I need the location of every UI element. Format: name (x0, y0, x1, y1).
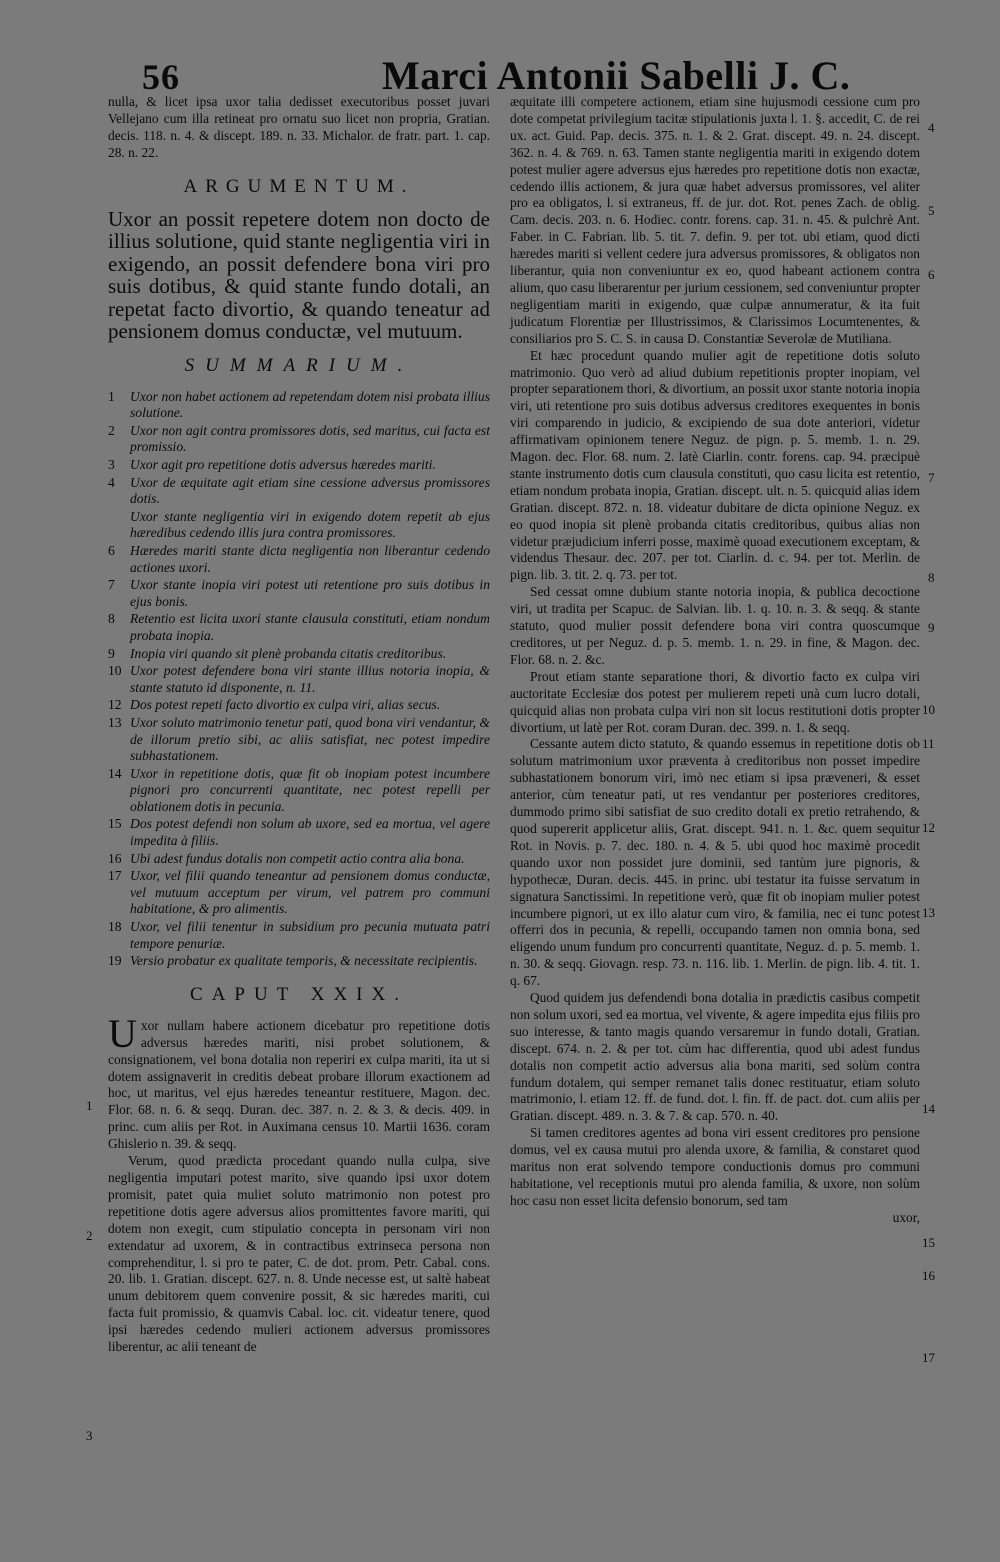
summary-item: 12 Dos potest repeti facto divortio ex culpa viri, alias secus. (108, 697, 441, 713)
body-paragraph: Sed cessat omne dubium stante notoria inopia, & publica decoctione viri, ut tradita per Scapuc. de Salvian. lib. 1. q. 10. n. 3. & seqq. & stante statuto, quod mulier possit defendere bona viri contra quoscumque creditores, ut per Neguz. d. p. 5. memb. 1. n. 29. in fine, & Magon. dec. Flor. 68. n. 2. &c. (510, 584, 920, 667)
margin-number: 8 (928, 570, 935, 585)
summary-item: 13 Uxor soluto matrimonio tenetur pati, quod bona viri vendantur, & de illorum pretio sibi, ac aliis satisfiat, nec potest impedire subhastationem. (108, 714, 490, 764)
summary-item: 4 Uxor de æquitate agit etiam sine cessione adversus promissores dotis. (108, 474, 490, 507)
summary-item: 7 Uxor stante inopia viri potest uti retentione pro suis dotibus in ejus bonis. (108, 577, 490, 609)
summary-item: 8 Retentio est licita uxori stante clausula constituti, etiam nondum probata inopia. (108, 611, 490, 643)
margin-number: 7 (928, 470, 935, 485)
summary-item: 1 Uxor non habet actionem ad repetendam dotem nisi probata illius solutione. (108, 388, 490, 421)
body-paragraph: Et hæc procedunt quando mulier agit de repetitione dotis soluto matrimonio. Quo verò ad aliud dubium repetitionis propter inopiam, vel propter separationem thori, & divortium, an possit uxor stante notoria inopia viri, uti retentione pro suis dotibus adversus creditores exequentes in bonis viri comparendo in judicio, & excipiendo de sua dote anteriori, videtur affirmativam opinionem tenere Neguz. de pign. p. 5. memb. 1. n. 29. Magon. dec. Flor. 68. num. 2. latè Ciarlin. contr. forens. cap. 94. præcipuè stante instrumento dotis cum clausula constituti, quo casu licita est retentio, etiam nondum probata inopia, Gratian. discept. ult. n. 5. quicquid alias idem Gratian. discept. 872. n. 18. videatur dubitare de dicta opinione Neguz. ex eo quod inopia sit plenè probanda citatis creditoribus, quibus alias non videtur præjudicium inferri posse, maximè quoad executionem exceptam, & videndus Thesaur. dec. 207. per tot. Ciarlin. d. c. 94. per tot. Merlin. de pign. lib. 3. tit. 2. q. 73. per tot. (510, 347, 920, 583)
summary-item: 10 Uxor potest defendere bona viri stante illius notoria inopia, & stante statuto id disponente, n. 11. (108, 663, 490, 695)
page-number: 56 (142, 57, 180, 97)
margin-number: 4 (928, 120, 935, 135)
argumentum-heading: ARGUMENTUM. (183, 175, 415, 197)
margin-number: 3 (86, 1428, 93, 1443)
margin-number: 5 (928, 203, 935, 218)
margin-number: 1 (86, 1098, 93, 1113)
summary-item: 15 Dos potest defendi non solum ab uxore, sed ea mortua, vel agere impedita à filiis. (108, 816, 490, 849)
summary-item: 17 Uxor, vel filii quando teneantur ad pensionem domus conductæ, vel mutuum acceptum per virum, vel patrem pro communi habitatione, & pro alimentis. (108, 868, 490, 917)
summary-item: 14 Uxor in repetitione dotis, quæ fit ob inopiam potest incumbere pignori pro concurrenti quantitate, nec potest repelli per oblationem dotis in pecunia. (108, 765, 490, 814)
margin-number: 10 (922, 702, 935, 717)
body-paragraph: Si tamen creditores agentes ad bona viri essent creditores pro pensione domus, vel ex causa mutui pro alenda uxore, & familia, & constaret quod maritus non erat solvendo tempore conductionis domus pro communi habitatione, vel receptionis mutui pro alenda familia, & uxore, non solùm hoc casu non esset licita defensio bonorum, sed tam (510, 1125, 920, 1208)
margin-number: 17 (922, 1350, 935, 1365)
caput-paragraph: Verum, quod prædicta procedant quando nulla culpa, sive negligentia imputari potest marito, sive quando ipsi uxor dotem promisit, patet quia muliet soluto matrimonio non potest pro repetitione dotis agere adversus alios promittentes favore mariti, qui dotem non exegit, cum stipulatio concepta in personam viri non extendatur ad uxorem, & in contractibus extrinseca persona non comprehenditur, l. si pro te pater, C. de dot. prom. Petr. Cabal. cons. 20. lib. 1. Gratian. discept. 627. n. 8. Unde necesse est, ut saltè habeat unum debitorem quem convenire possit, & sic hæredes mariti, cui facta fuit promissio, & quamvis Cabal. loc. cit. videatur tenere, quod ipsi hæredes cedendo mulieri actionem adversus promissores liberentur, ac alii teneant de (108, 1153, 490, 1355)
summary-item: 9 Inopia viri quando sit plenè probanda citatis creditoribus. (108, 645, 447, 661)
catchword: uxor, (892, 1209, 920, 1225)
body-paragraph: æquitate illi competere actionem, etiam sine hujusmodi cessione cum pro dote competat privilegium tacitæ stipulationis juxta l. 1. §. accedit, C. de rei ux. act. Guid. Pap. decis. 375. n. 1. & 2. Grat. discept. 49. n. 24. discept. 362. n. 4. & 769. n. 63. Tamen stante negligentia mariti in exigendo dotem potest mulier agere adversus ejus hæredes pro repetitione dotis non exactæ, cedendo illis actionem, & jura quæ habet adversus promissores, vel aliter pro ea obligatos, l. si extraneus, ff. de jur. dot. Rot. penes Zach. de oblig. Cam. decis. 203. n. 6. Hodiec. contr. forens. cap. 31. n. 45. & pulchrè Ant. Faber. in C. Fabrian. lib. 5. tit. 7. defin. 9. per tot. ubi etiam, quod dicti hæredes mariti si vellent cedere jura adversus promissores, & obligatos non liberantur, quia non conveniuntur ex eo, quod habeant actionem contra alium, quo casu liberarentur per jurium cessionem, sed conveniuntur propter negligentiam mariti in exigendo, quæ culpæ annumeratur, & ita fuit judicatum Florentiæ per Illustrissimos, & Clarissimos Locumtenentes, & consiliarios pro S. C. S. in causa D. Constantiæ Severolæ de Mutiliana. (510, 94, 920, 346)
intro-text (108, 94, 490, 162)
summary-item: 3 Uxor agit pro repetitione dotis adversus hæredes mariti. (108, 457, 436, 472)
summarium-heading: SUMMARIUM. (184, 354, 414, 376)
intro-paragraph: nulla, & licet ipsa uxor talia dedisset executoribus posset juvari Vellejano cum illa retineat pro ornatu suo licet non propria, Gratian. decis. 118. n. 4. & discept. 189. n. 33. Michalor. de fratr. part. 1. cap. 28. n. 22. (108, 94, 490, 160)
margin-number: 6 (928, 267, 935, 282)
summary-item: 16 Ubi adest fundus dotalis non competit actio contra alia bona. (108, 850, 465, 866)
margin-number: 16 (922, 1268, 935, 1283)
right-text (510, 94, 920, 1227)
body-paragraph: Prout etiam stante separatione thori, & divortio facto ex culpa viri auctoritate Ecclesiæ dos potest per mulierem repeti unà cum lucro dotali, quicquid alias non probata culpa viri non sit locus restitutioni dotis propter divortium, ut latè per Rot. coram Duran. dec. 399. n. 1. & seqq. (510, 668, 920, 735)
summary-item: 6 Hæredes mariti stante dicta negligentia non liberantur cedendo actiones uxori. (108, 542, 490, 575)
margin-number: 9 (928, 620, 935, 635)
body-paragraph: Cessante autem dicto statuto, & quando essemus in repetitione dotis ob solutum matrimonium uxor præventa à creditoribus non posset impedire subhastationem bonorum viri, imò nec etiam si ipsa præveneri, & esset anterior, cùm teneatur pati, ut res vendantur per posteriores creditores, dummodo primo sibi satisfiat de suo credito dotali ex pretio retrahendo, & quod supererit applicetur aliis, Grat. discept. 941. n. 1. &c. quem sequitur Rot. in Novis. p. 7. dec. 180. n. 4. & 5. ubi quod hoc maximè procedit quando uxor non possidet jure dominii, sed tantùm jure pignoris, & hypothecæ, Duran. decis. 445. in princ. ubi testatur ita fuisse servatum in signatura Sanctissimi. In repetitione verò, quæ fit ob inopiam mulier potest incumbere pignori, ut ex illo alatur cum viro, & familia, nec ei tunc potest offerri dos in pecunia, & repelli, occupando tamen non omnia bona, sed eligendo unum fundum pro concurrenti quantitate, Neguz. d. p. 5. memb. 1. n. 30. & seqq. Giovagn. resp. 73. n. 116. lib. 1. Merlin. de pign. lib. 4. tit. 1. q. 67. (510, 736, 920, 989)
summarium-list (108, 389, 490, 970)
margin-number: 11 (922, 736, 935, 751)
caput-heading: CAPUT XXIX. (190, 983, 408, 1005)
summary-item: 2 Uxor non agit contra promissores dotis, sed maritus, cui facta est promissio. (108, 422, 490, 455)
summary-item: 18 Uxor, vel filii tenentur in subsidium pro pecunia mutuata patri tempore penuriæ. (108, 919, 490, 951)
summary-item: 19 Versio probatur ex qualitate temporis, & necessitate recipientis. (108, 953, 478, 969)
margin-number: 12 (922, 820, 935, 835)
right-column (510, 94, 920, 1227)
margin-number: 14 (922, 1101, 935, 1116)
running-title: Marci Antonii Sabelli J. C. (382, 53, 851, 98)
margin-number: 13 (922, 905, 935, 920)
argumentum-text: Uxor an possit repetere dotem non docto de illius solutione, quid stante negligentia viri in exigendo, an possit defendere bona viri pro suis dotibus, & quid stante fundo dotali, an repetat facto divortio, & quando teneatur ad pensionem domus conductæ, vel mutuum. (108, 206, 490, 344)
caput-paragraph: Uxor nullam habere actionem dicebatur pro repetitione dotis adversus hæredes mariti, nisi probet solutionem, & consignationem, vel bona dotalia non reperiri ex culpa mariti, ita ut si dotem assignaverit in creditis debeat probare illorum exactionem ad hoc, ut maritus, vel ejus hæredes teneantur restituere, Magon. dec. Flor. 68. n. 6. & seqq. Duran. dec. 387. n. 2. & 3. & decis. 409. in princ. cum aliis per Rot. in Auximana census 10. Martii 1636. coram Ghislerio n. 39. & seqq. (108, 1010, 490, 1152)
caput-text (108, 1010, 490, 1356)
margin-number: 2 (86, 1228, 93, 1243)
left-column (108, 94, 490, 1356)
margin-number: 15 (922, 1235, 935, 1250)
body-paragraph: Quod quidem jus defendendi bona dotalia in prædictis casibus competit non solum uxori, sed ea mortua, vel vivente, & agere impedita ejus filiis pro suo interesse, & tanto magis quando versaremur in fundo dotali, Gratian. discept. 674. n. 2. & per tot. cùm hac differentia, quod ubi adest fundus dotalis non competit actio adversus alia bona mariti, sed solùm contra fundum dotalem, qui semper remanet talis donec restituatur, etiam soluto matrimonio, l. etiam 12. ff. de fund. dot. l. fin. ff. de pact. dot. cum aliis per Gratian. discept. 489. n. 3. & 7. & cap. 570. n. 40. (510, 990, 920, 1124)
summary-item: Uxor stante negligentia viri in exigendo dotem repetit ab ejus hæredibus cedendo illis jura contra promissores. (130, 508, 490, 541)
